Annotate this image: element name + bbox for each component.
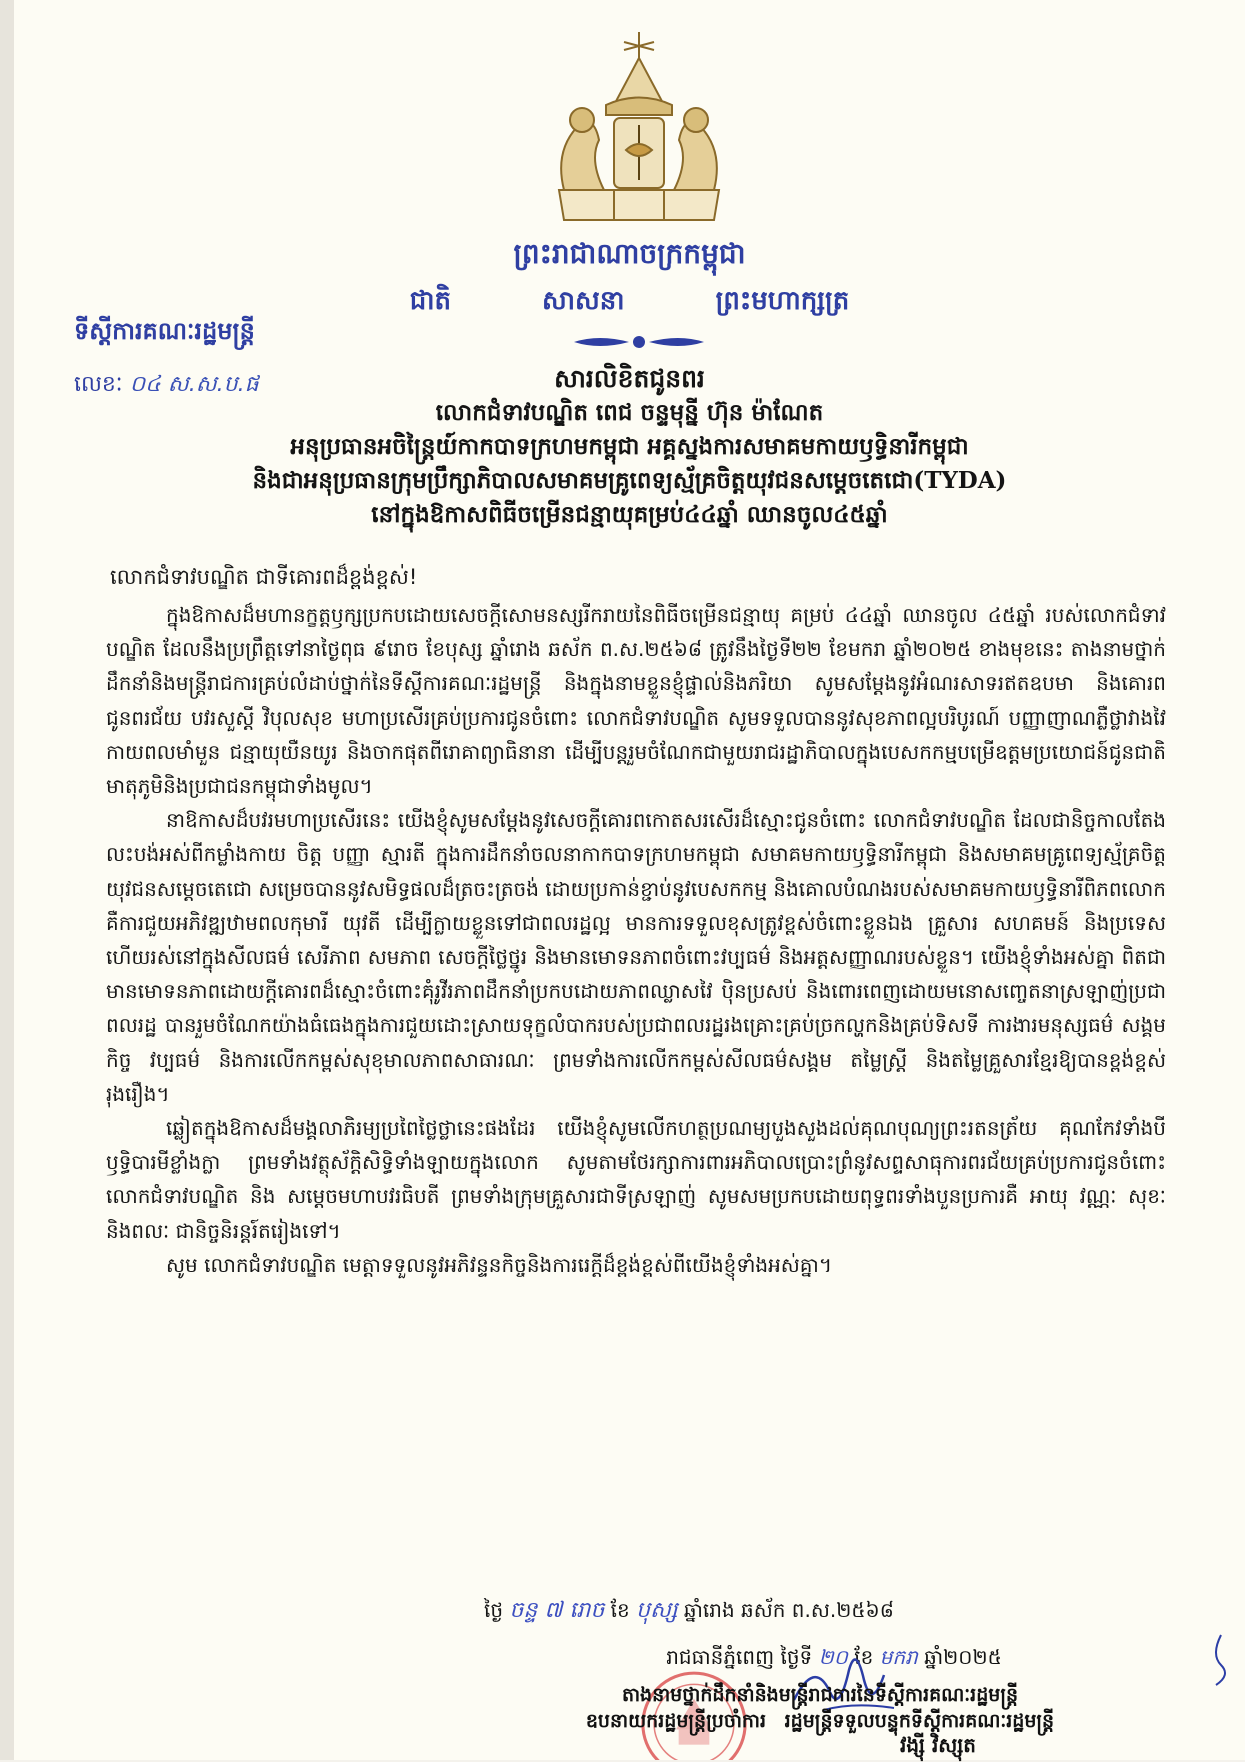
date-block	[484, 1592, 894, 1629]
lunar-prefix: ថ្ងៃ	[484, 1598, 504, 1622]
body-paragraph-1: ក្នុងឱកាសដ៏មហានក្ខត្តឫក្សប្រកបដោយសេចក្តីសោមនស្សរីករាយនៃពិធីចម្រើនជន្មាយុ គម្រប់ ៤៤ឆ្នាំ ឈានចូល ៤៥ឆ្នាំ របស់លោកជំទាវបណ្ឌិត ដែលនឹងប្រព្រឹត្តទៅនាថ្ងៃពុធ ៩រោច ខែបុស្ស ឆ្នាំរោង ឆស័ក ព.ស.២៥៦៨ ត្រូវនឹងថ្ងៃទី២២ ខែមករា ឆ្នាំ២០២៥ ខាងមុខនេះ តាងនាមថ្នាក់ដឹកនាំនិងមន្ត្រីរាជការគ្រប់លំដាប់ថ្នាក់នៃទីស្តីការគណៈរដ្ឋមន្ត្រី និងក្នុងនាមខ្លួនខ្ញុំផ្ទាល់និងភរិយា សូមសម្តែងនូវអំណរសាទរឥតឧបមា និងគោរពជូនពរជ័យ បវរសួស្តី វិបុលសុខ មហាប្រសើរគ្រប់ប្រការជូនចំពោះ លោកជំទាវបណ្ឌិត សូមទទួលបាននូវសុខភាពល្អបរិបូរណ៍ បញ្ញាញាណភ្លឺថ្លាវាងវៃ កាយពលមាំមួន ជន្មាយុយឺនយូរ និងចាកផុតពីរោគាព្យាធិនានា ដើម្បីបន្តរួមចំណែកជាមួយរាជរដ្ឋាភិបាលក្នុងបេសកកម្មបម្រើឧត្តមប្រយោជន៍ជូនជាតិមាតុភូមិនិងប្រជាជនកម្ពុជាទាំងមូល។	[106, 603, 1166, 799]
lunar-month: បុស្ស	[636, 1598, 678, 1623]
motto-king: ព្រះមហាក្សត្រ	[715, 286, 850, 316]
signatory-line-1: តាងនាមថ្នាក់ដឹកនាំនិងមន្ត្រីរាជការនៃទីស្តីការគណៈរដ្ឋមន្ត្រី	[621, 1684, 1019, 1706]
solar-year: ឆ្នាំ២០២៥	[924, 1645, 1002, 1669]
body-paragraph-4: សូម លោកជំទាវបណ្ឌិត មេត្តាទទួលនូវអភិវន្ទនកិច្ចនិងការរេក្តីដ៏ខ្ពង់ខ្ពស់ពីយើងខ្ញុំទាំងអស់គ្នា។	[166, 1252, 833, 1277]
issuing-office: ទីស្តីការគណៈរដ្ឋមន្ត្រី	[74, 317, 255, 345]
motto-nation: ជាតិ	[409, 286, 451, 316]
signatory-line-3: រដ្ឋមន្ត្រីទទួលបន្ទុកទីស្តីការគណៈរដ្ឋមន្ត្រី	[784, 1710, 1055, 1732]
title-line-1: សារលិខិតជូនពរ	[554, 364, 705, 393]
lunar-date	[484, 1592, 894, 1629]
solar-month: មករា	[879, 1645, 918, 1669]
solar-month-label: ខែ	[854, 1645, 874, 1669]
solar-day: ២០	[818, 1645, 848, 1669]
title-line-2: លោកជំទាវបណ្ឌិត ពេជ ចន្ទមុន្នី ហ៊ុន ម៉ាណែត	[435, 399, 824, 426]
title-line-4: និងជាអនុប្រធានក្រុមប្រឹក្សាភិបាលសមាគមគ្រូពេទ្យស្ម័គ្រចិត្តយុវជនសម្តេចតេជោ(TYDA)	[252, 467, 1007, 494]
body-paragraph-3: ឆ្លៀតក្នុងឱកាសដ៏មង្គលាភិរម្យប្រពៃថ្លៃថ្លានេះផងដែរ យើងខ្ញុំសូមលើកហត្ថប្រណម្យបួងសួងដល់គុណបុណ្យព្រះរតនត្រ័យ គុណកែវទាំងបី ឫទ្ធិបារមីខ្លាំងក្លា ព្រមទាំងវត្ថុស័ក្តិសិទ្ធិទាំងឡាយក្នុងលោក សូមតាមថែរក្សាការពារអភិបាលប្រោះព្រំនូវសព្ទសាធុការពរជ័យគ្រប់ប្រការជូនចំពោះ លោកជំទាវបណ្ឌិត និង សម្តេចមហាបវរធិបតី ព្រមទាំងក្រុមគ្រួសារជាទីស្រឡាញ់ សូមសមប្រកបដោយពុទ្ធពរទាំងបួនប្រការគឺ អាយុ វណ្ណៈ សុខៈ និងពលៈ ជានិច្ចនិរន្តរ៍តរៀងទៅ។	[106, 1116, 1166, 1243]
signatory-name: វង្ស៊ី វិស្សុត	[900, 1733, 977, 1757]
letter-title	[14, 362, 1245, 532]
reference-value: ០៤ ស.ស.ប.ផ	[129, 372, 259, 397]
lunar-suffix: ឆ្នាំរោង ឆស័ក ព.ស.២៥៦៨	[683, 1598, 894, 1622]
body-paragraph-2: នាឱកាសដ៏បវរមហាប្រសើរនេះ យើងខ្ញុំសូមសម្តែងនូវសេចក្តីគោរពកោតសរសើរដ៏ស្មោះជូនចំពោះ លោកជំទាវបណ្ឌិត ដែលជានិច្ចកាលតែងលះបង់អស់ពីកម្លាំងកាយ ចិត្ត បញ្ញា ស្មារតី ក្នុងការដឹកនាំចលនាកាកបាទក្រហមកម្ពុជា សមាគមកាយឫទ្ធិនារីកម្ពុជា និងសមាគមគ្រូពេទ្យស្ម័គ្រចិត្តយុវជនសម្តេចតេជោ សម្រេចបាននូវសមិទ្ធផលដ៏ត្រចះត្រចង់ ដោយប្រកាន់ខ្ជាប់នូវបេសកកម្ម និងគោលបំណងរបស់សមាគមកាយឫទ្ធិនារីពិភពលោក គឺការជួយអភិវឌ្ឍឋាមពលកុមារី យុវតី ដើម្បីក្លាយខ្លួនទៅជាពលរដ្ឋល្អ មានការទទួលខុសត្រូវខ្ពស់ចំពោះខ្លួនឯង គ្រួសារ សហគមន៍ និងប្រទេស ហើយរស់នៅក្នុងសីលធម៌ សេរីភាព សមភាព សេចក្តីថ្លៃថ្នូរ និងមានមោទនភាពចំពោះវប្បធម៌ និងអត្តសញ្ញាណរបស់ខ្លួន។ យើងខ្ញុំទាំងអស់គ្នា ពិតជាមានមោទនភាពដោយក្តីគោរពដ៏ស្មោះចំពោះគុំរូវីរភាពដឹកនាំប្រកបដោយភាពឈ្លាសវៃ ប៉ិនប្រសប់ និងពោរពេញដោយមនោសញ្ចេតនាស្រឡាញ់ប្រជាពលរដ្ឋ បានរួមចំណែកយ៉ាងធំធេងក្នុងការជួយដោះស្រាយទុក្ខលំបាករបស់ប្រជាពលរដ្ឋរងគ្រោះគ្រប់ច្រកល្ហកនិងគ្រប់ទិសទី ការងារមនុស្សធម៌ សង្គមកិច្ច វប្បធម៌ និងការលើកកម្ពស់សុខុមាលភាពសាធារណៈ ព្រមទាំងការលើកកម្ពស់សីលធម៌សង្គម តម្លៃស្ត្រី និងតម្លៃគ្រួសារខ្មែរឱ្យបានខ្ពង់ខ្ពស់រុងរឿង។	[106, 808, 1166, 1106]
letter-body	[106, 598, 1166, 1282]
lunar-month-label: ខែ	[610, 1598, 630, 1622]
lunar-day: ចន្ទ ៧ រោច	[509, 1598, 605, 1623]
salutation: លោកជំទាវបណ្ឌិត ជាទីគោរពដ៏ខ្ពង់ខ្ពស់!	[110, 565, 418, 589]
reference-label: លេខៈ	[74, 372, 123, 397]
royal-arms-emblem-icon	[544, 30, 734, 230]
solar-prefix: រាជធានីភ្នំពេញ ថ្ងៃទី	[666, 1645, 813, 1669]
title-line-3: អនុប្រធានអចិន្ត្រៃយ៍កាកបាទក្រហមកម្ពុជា អគ្គស្នងការសមាគមកាយឫទ្ធិនារីកម្ពុជា	[290, 433, 969, 460]
motto-religion: សាសនា	[542, 286, 625, 316]
title-line-5: នៅក្នុងឱកាសពិធីចម្រើនជន្មាយុគម្រប់៤៤ឆ្នាំ ឈានចូល៤៥ឆ្នាំ	[371, 501, 888, 528]
signatory-line-2: ឧបនាយករដ្ឋមន្ត្រីប្រចាំការ	[585, 1710, 767, 1732]
signatory-lines	[470, 1682, 1170, 1734]
ornament-divider-icon	[569, 330, 709, 354]
initials-mark-icon	[1206, 1630, 1236, 1690]
kingdom-name: ព្រះរាជាណាចក្រកម្ពុជា	[513, 237, 746, 270]
